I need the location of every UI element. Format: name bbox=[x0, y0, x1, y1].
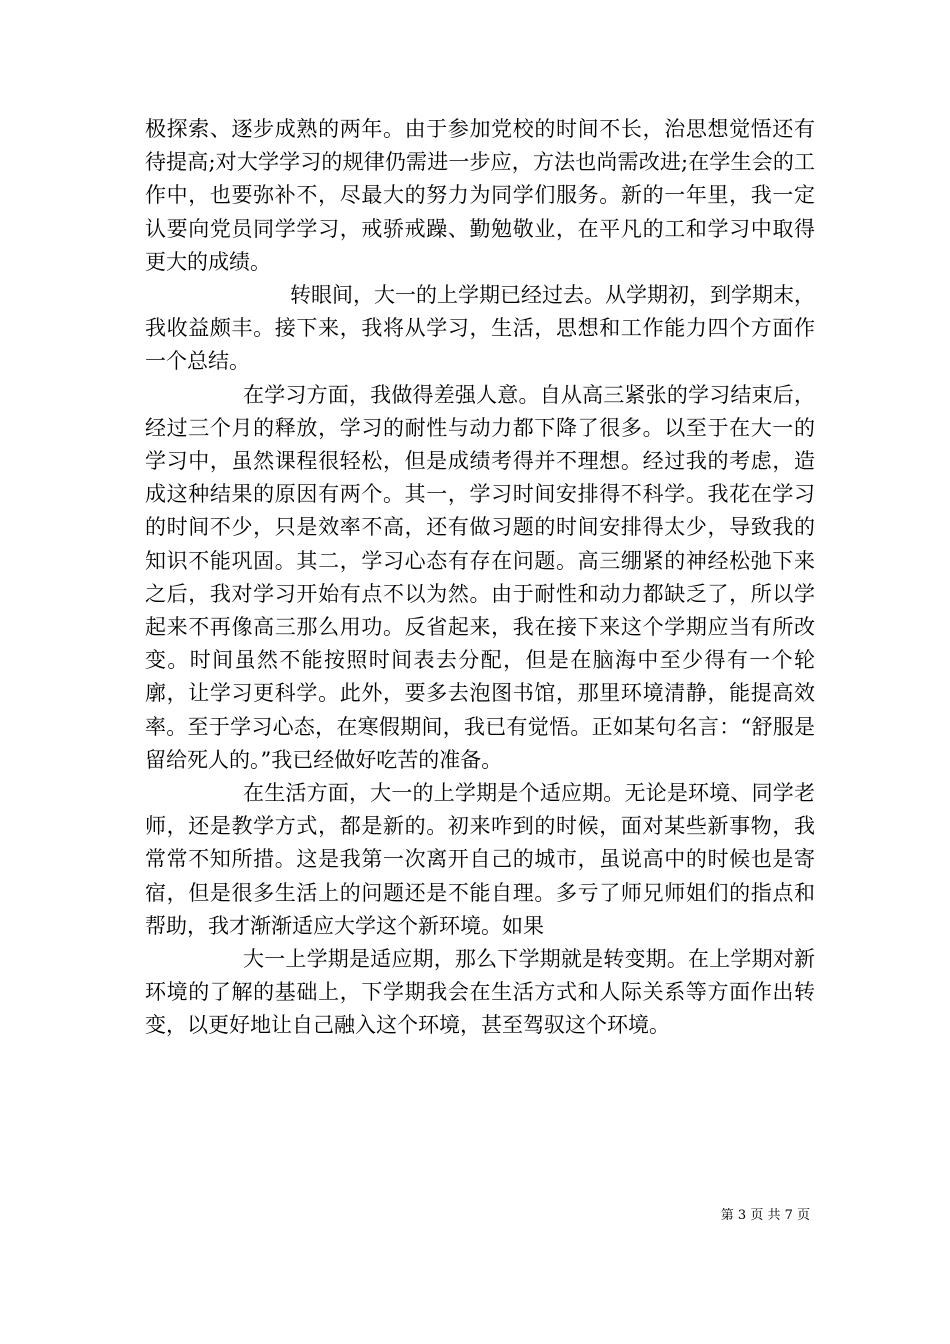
page-number-footer: 第 3 页 共 7 页 bbox=[720, 1208, 810, 1223]
paragraph-summary-intro: 转眼间，大一的上学期已经过去。从学期初，到学期末，我收益颇丰。接下来，我将从学习，生活，思想和工作能力四个方面作一个总结。 bbox=[145, 283, 815, 374]
paragraph-study: 在学习方面，我做得差强人意。自从高三紧张的学习结束后，经过三个月的释放，学习的耐性与动力都下降了很多。以至于在大一的学习中，虽然课程很轻松，但是成绩考得并不理想。经过我的考虑，造成这种结果的原因有两个。其一，学习时间安排得不科学。我花在学习的时间不少，只是效率不高，还有做习题的时间安排得太少，导致我的知识不能巩固。其二，学习心态有存在问题。高三绷紧的神经松弛下来之后，我对学习开始有点不以为然。由于耐性和动力都缺乏了，所以学起来不再像高三那么用功。反省起来，我在接下来这个学期应当有所改变。时间虽然不能按照时间表去分配，但是在脑海中至少得有一个轮廓，让学习更科学。此外，要多去泡图书馆，那里环境清静，能提高效率。至于学习心态，在寒假期间，我已有觉悟。正如某句名言：“舒服是留给死人的。”我已经做好吃苦的准备。 bbox=[145, 382, 815, 772]
document-body bbox=[145, 113, 815, 1043]
paragraph-life: 在生活方面，大一的上学期是个适应期。无论是环境、同学老师，还是教学方式，都是新的。初来咋到的时候，面对某些新事物，我常常不知所措。这是我第一次离开自己的城市，虽说高中的时候也是寄宿，但是很多生活上的问题还是不能自理。多亏了师兄师姐们的指点和帮助，我才渐渐适应大学这个新环境。如果 bbox=[145, 781, 815, 938]
paragraph-transition: 大一上学期是适应期，那么下学期就是转变期。在上学期对新环境的了解的基础上，下学期我会在生活方式和人际关系等方面作出转变，以更好地让自己融入这个环境，甚至驾驭这个环境。 bbox=[145, 947, 815, 1038]
paragraph-continuation: 极探索、逐步成熟的两年。由于参加党校的时间不长，治思想觉悟还有待提高;对大学学习的规律仍需进一步应，方法也尚需改进;在学生会的工作中，也要弥补不，尽最大的努力为同学们服务。新的一年里，我一定认要向党员同学学习，戒骄戒躁、勤勉敬业，在平凡的工和学习中取得更大的成绩。 bbox=[145, 117, 815, 274]
